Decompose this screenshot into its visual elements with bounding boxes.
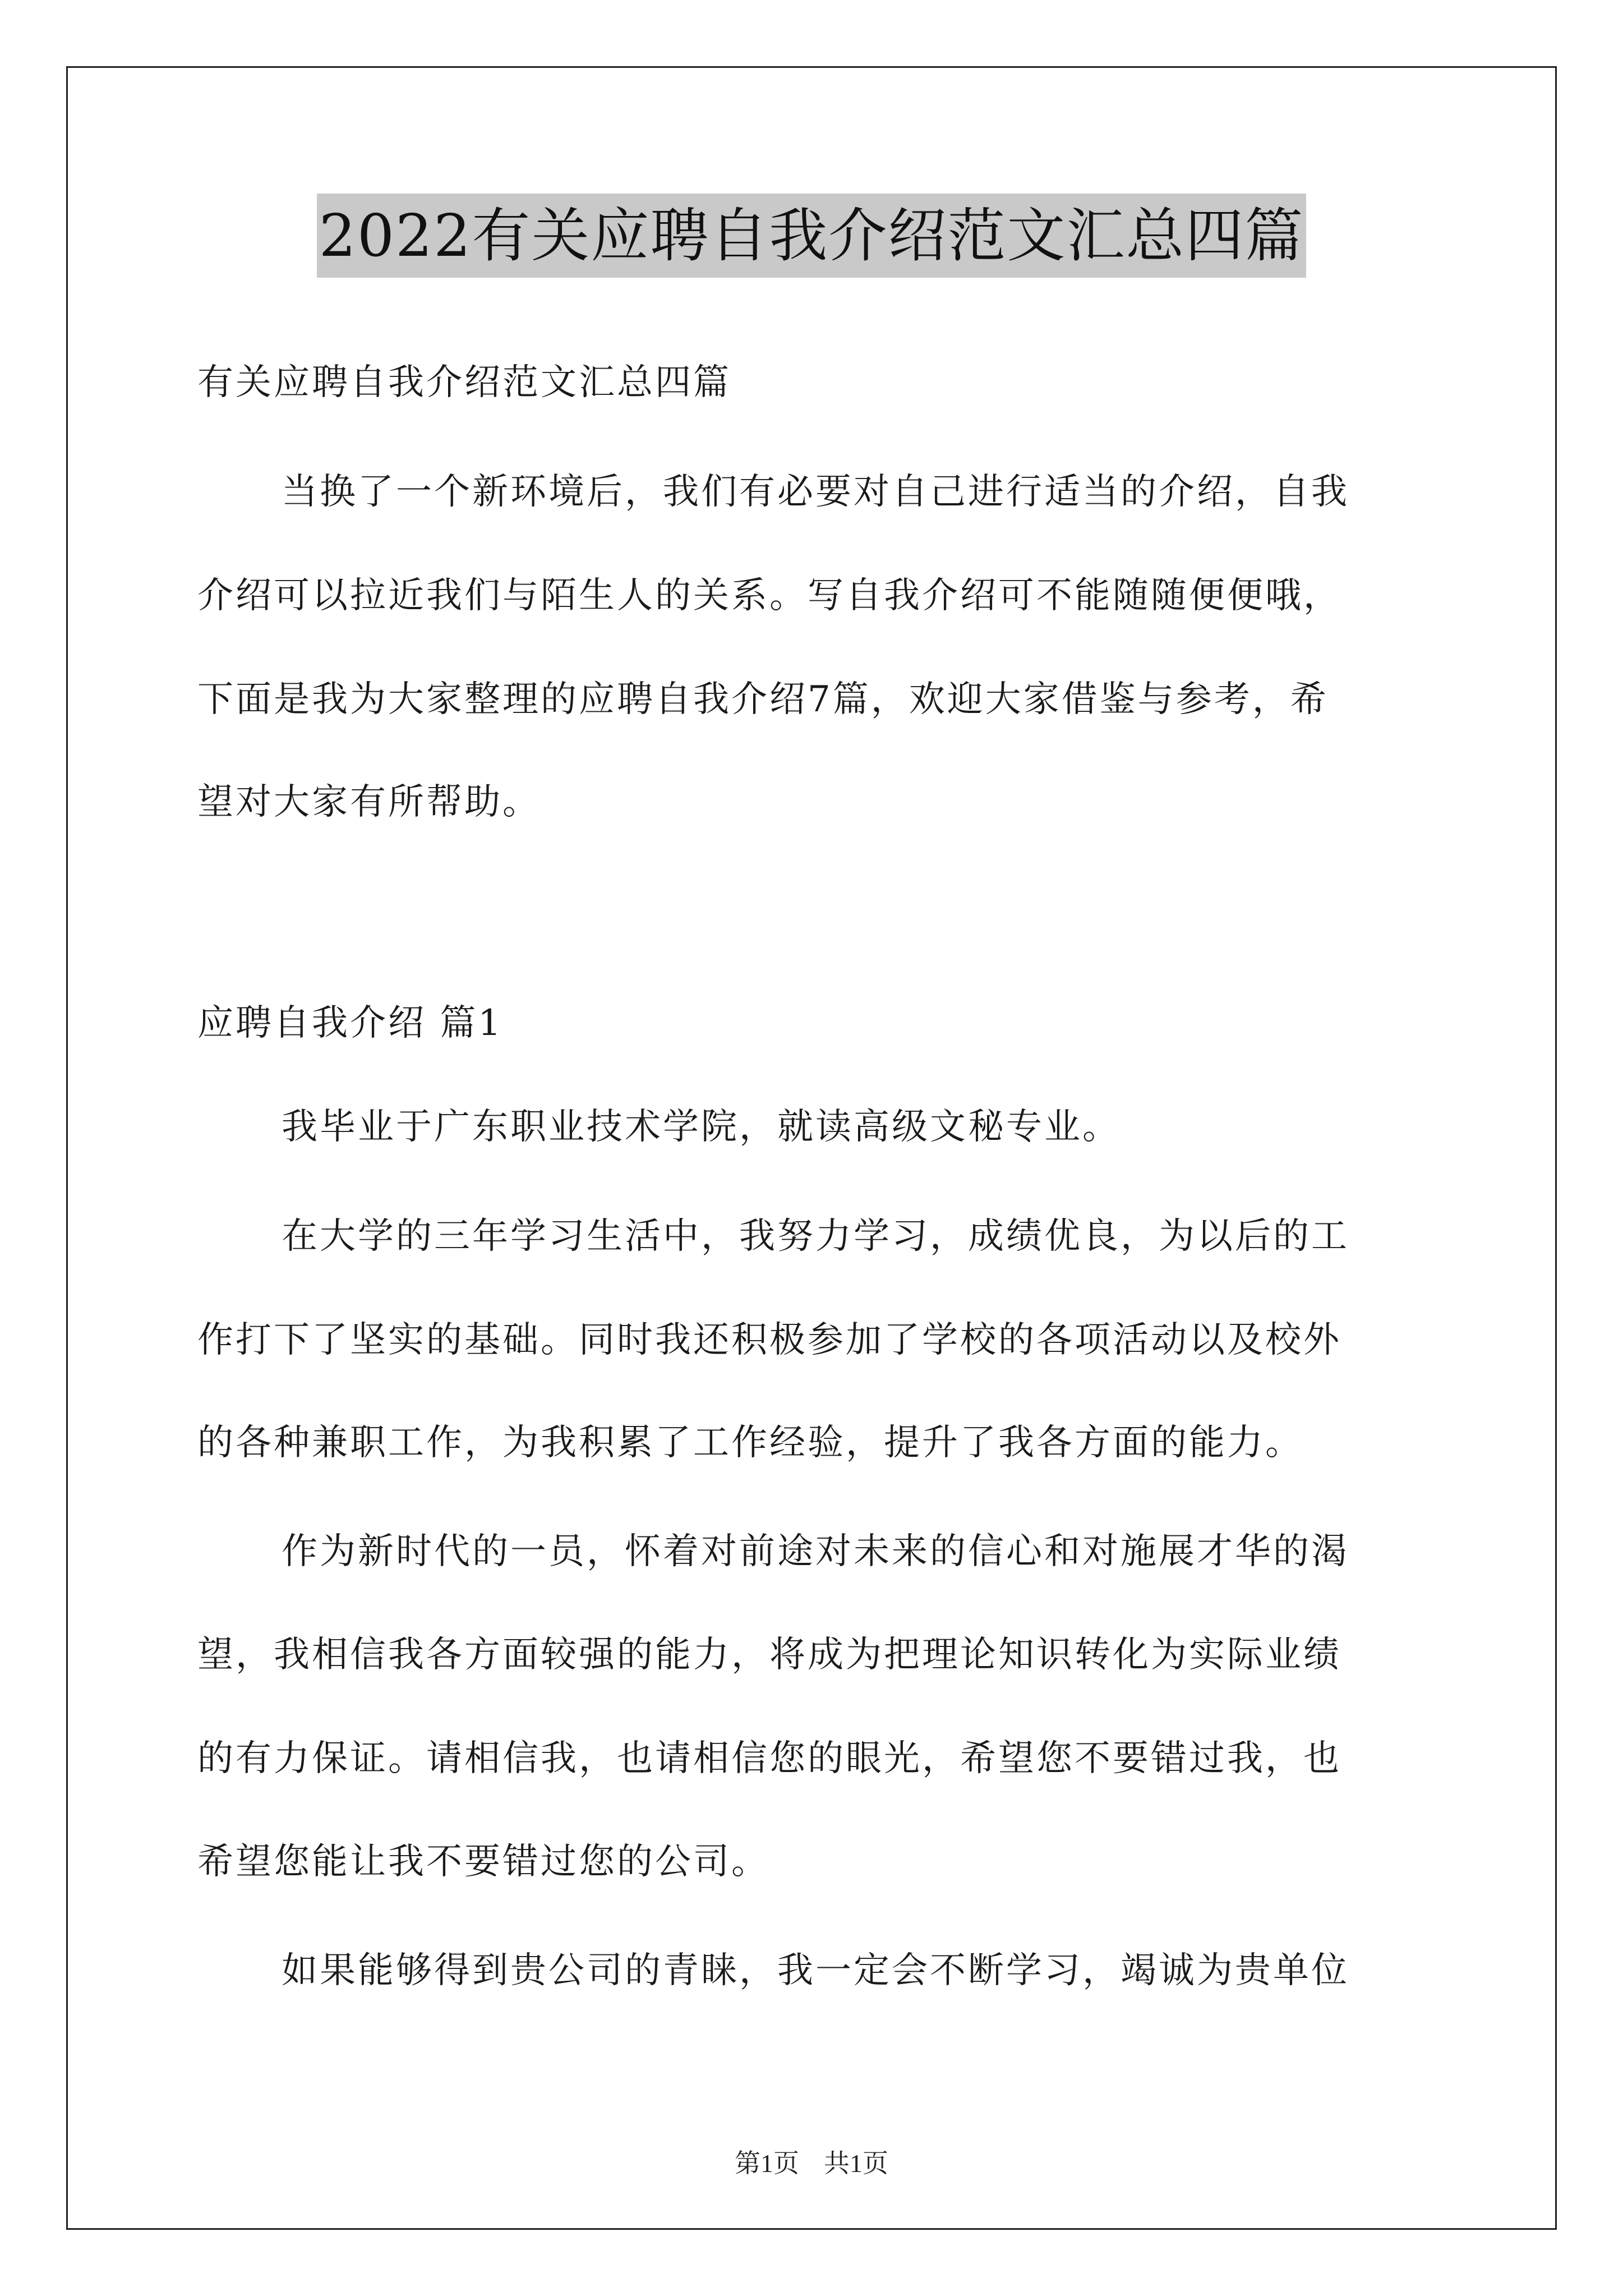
- paragraph-line: 望，我相信我各方面较强的能力，将成为把理论知识转化为实际业绩: [197, 1634, 1341, 1676]
- paragraph-line: 希望您能让我不要错过您的公司。: [197, 1841, 769, 1883]
- paragraph-line: 在大学的三年学习生活中，我努力学习，成绩优良，为以后的工: [282, 1216, 1349, 1257]
- page-footer: [0, 2143, 1623, 2180]
- title-container: [0, 194, 1623, 278]
- page-number: 第1页: [735, 2149, 799, 2178]
- paragraph-line: 下面是我为大家整理的应聘自我介绍7篇，欢迎大家借鉴与参考，希: [197, 679, 1329, 720]
- document-title: 2022有关应聘自我介绍范文汇总四篇: [317, 194, 1307, 278]
- paragraph-line: 我毕业于广东职业技术学院，就读高级文秘专业。: [282, 1106, 1121, 1148]
- paragraph-line: 当换了一个新环境后，我们有必要对自己进行适当的介绍，自我: [282, 471, 1349, 513]
- paragraph-line: 如果能够得到贵公司的青睐，我一定会不断学习，竭诚为贵单位: [282, 1950, 1349, 1991]
- paragraph-line: 介绍可以拉近我们与陌生人的关系。写自我介绍可不能随随便便哦，: [197, 575, 1341, 616]
- paragraph-line: 的有力保证。请相信我，也请相信您的眼光，希望您不要错过我，也: [197, 1738, 1341, 1779]
- paragraph-line: 望对大家有所帮助。: [197, 781, 541, 823]
- section-heading: 应聘自我介绍 篇1: [197, 1002, 504, 1044]
- subtitle-line: 有关应聘自我介绍范文汇总四篇: [197, 362, 731, 403]
- paragraph-line: 作打下了坚实的基础。同时我还积极参加了学校的各项活动以及校外: [197, 1319, 1341, 1361]
- paragraph-line: 作为新时代的一员，怀着对前途对未来的信心和对施展才华的渴: [282, 1531, 1349, 1572]
- paragraph-line: 的各种兼职工作，为我积累了工作经验，提升了我各方面的能力。: [197, 1422, 1303, 1464]
- page-total: 共1页: [824, 2149, 888, 2178]
